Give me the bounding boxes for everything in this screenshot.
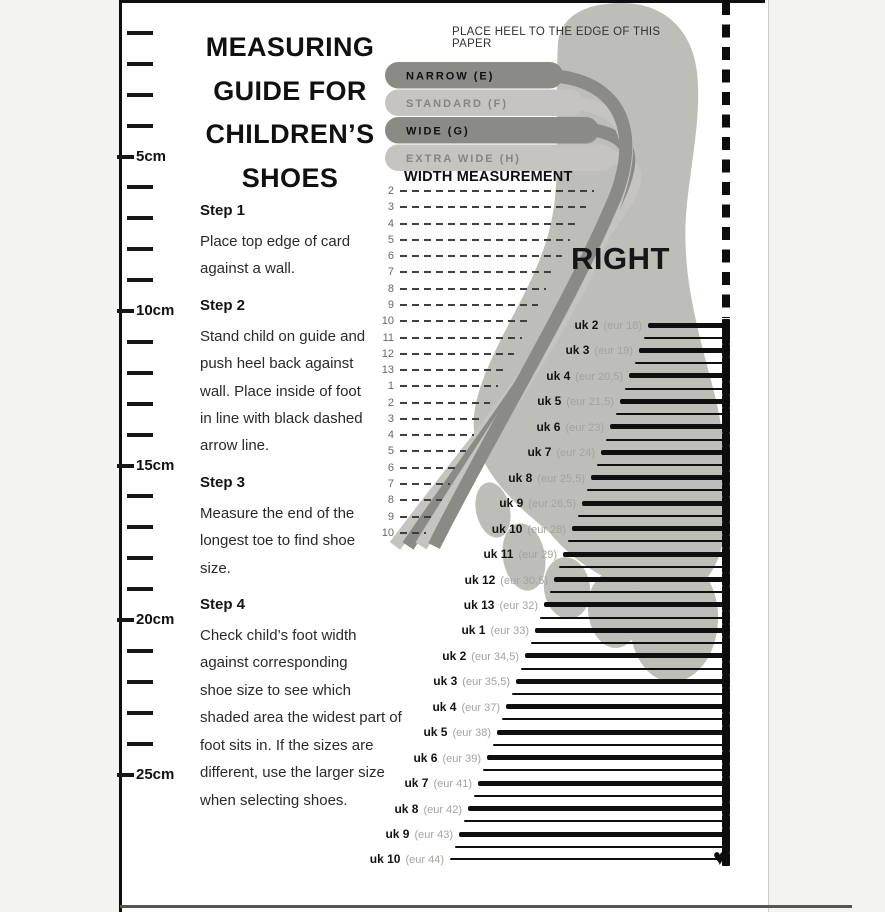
ruler-label: 25cm bbox=[136, 766, 175, 783]
width-row-number: 13 bbox=[381, 364, 394, 377]
ruler-tick bbox=[127, 185, 153, 189]
right-foot-label: RIGHT bbox=[571, 241, 670, 276]
uk-size-label: uk 1 bbox=[461, 623, 486, 638]
uk-size-label: uk 6 bbox=[413, 750, 438, 765]
width-row-number: 1 bbox=[387, 380, 394, 393]
size-row-label bbox=[536, 419, 604, 436]
width-row-number: 9 bbox=[387, 510, 394, 523]
ruler-tick bbox=[127, 216, 153, 220]
width-dashed-line bbox=[400, 385, 498, 387]
step-line: size. bbox=[200, 559, 231, 577]
size-row-label bbox=[527, 444, 595, 461]
ruler-tick bbox=[127, 525, 153, 529]
size-row-label bbox=[499, 495, 576, 512]
eur-size-label: (eur 18) bbox=[603, 320, 642, 332]
size-line bbox=[544, 602, 730, 607]
step-line: push heel back against bbox=[200, 355, 354, 373]
dash-nub bbox=[722, 624, 730, 637]
eur-size-label: (eur 26,5) bbox=[528, 498, 576, 511]
uk-size-label: uk 4 bbox=[546, 368, 571, 383]
width-dashed-line bbox=[400, 516, 434, 518]
step-line: when selecting shoes. bbox=[200, 791, 348, 809]
inside-foot-dashed-line bbox=[722, 2, 730, 318]
ruler-tick-labeled bbox=[117, 773, 134, 777]
half-size-line bbox=[616, 413, 730, 415]
guide-title-line: MEASURING bbox=[205, 32, 375, 62]
dash-nub bbox=[722, 548, 730, 561]
size-line bbox=[591, 475, 730, 480]
dash-nub bbox=[722, 560, 730, 573]
ruler-tick bbox=[127, 247, 153, 251]
half-size-line bbox=[455, 846, 730, 848]
step-line: Place top edge of card bbox=[200, 233, 351, 250]
uk-size-label: uk 9 bbox=[499, 496, 524, 511]
uk-size-label: uk 3 bbox=[565, 343, 590, 358]
eur-size-label: (eur 20,5) bbox=[575, 370, 623, 383]
ruler-tick bbox=[127, 433, 153, 437]
width-dashed-line bbox=[400, 483, 450, 485]
width-row-number: 3 bbox=[387, 201, 394, 214]
uk-size-label: uk 8 bbox=[508, 470, 533, 485]
eur-size-label: (eur 24) bbox=[556, 447, 595, 460]
ruler-tick bbox=[127, 62, 153, 66]
width-dashed-line bbox=[400, 532, 426, 534]
size-row-label bbox=[433, 673, 510, 690]
dash-nub bbox=[722, 815, 730, 828]
width-row-number: 5 bbox=[387, 445, 394, 458]
width-row-number: 11 bbox=[382, 331, 394, 344]
width-dashed-line bbox=[400, 288, 546, 290]
dash-nub bbox=[722, 675, 730, 688]
dash-nub bbox=[722, 688, 730, 701]
dash-nub bbox=[722, 662, 730, 675]
dash-nub bbox=[722, 433, 730, 446]
dash-nub bbox=[722, 751, 730, 764]
uk-size-label: uk 4 bbox=[432, 699, 457, 714]
eur-size-label: (eur 30,5) bbox=[500, 574, 548, 587]
ruler-tick bbox=[127, 587, 153, 591]
uk-size-label: uk 7 bbox=[404, 776, 429, 791]
half-size-line bbox=[493, 744, 730, 746]
ruler-label: 15cm bbox=[136, 457, 175, 474]
ruler-label: 10cm bbox=[136, 302, 175, 319]
ruler-tick bbox=[127, 31, 153, 35]
size-line bbox=[639, 348, 730, 353]
uk-size-label: uk 10 bbox=[369, 852, 401, 867]
eur-size-label: (eur 43) bbox=[414, 829, 453, 841]
width-dashed-line bbox=[400, 337, 522, 339]
size-line bbox=[563, 552, 730, 557]
dash-nub bbox=[722, 408, 730, 421]
step-line: in line with black dashed bbox=[200, 410, 363, 428]
dash-nub bbox=[722, 598, 730, 611]
step-line: against corresponding bbox=[200, 654, 348, 672]
width-row-number: 7 bbox=[387, 266, 394, 279]
dash-nub bbox=[722, 471, 730, 484]
ruler-tick-labeled bbox=[117, 309, 134, 313]
dash-nub bbox=[722, 509, 730, 522]
step-title: Step 1 bbox=[200, 202, 246, 219]
half-size-line bbox=[521, 668, 730, 670]
ruler-tick-labeled bbox=[117, 464, 134, 468]
dash-nub bbox=[722, 764, 730, 777]
eur-size-label: (eur 39) bbox=[442, 752, 481, 765]
size-row-label bbox=[432, 699, 500, 716]
ruler-tick bbox=[127, 711, 153, 715]
width-dashed-line bbox=[400, 418, 482, 420]
width-row-number: 7 bbox=[387, 478, 394, 491]
size-line bbox=[516, 679, 730, 684]
size-row-label bbox=[565, 342, 633, 359]
width-row-number: 12 bbox=[381, 347, 394, 360]
step-line: shaded area the widest part of bbox=[200, 709, 402, 727]
uk-size-label: uk 10 bbox=[491, 521, 523, 536]
ruler-tick bbox=[127, 494, 153, 498]
eur-size-label: (eur 41) bbox=[433, 778, 472, 791]
size-line bbox=[620, 399, 730, 404]
eur-size-label: (eur 38) bbox=[452, 727, 491, 740]
size-row-label bbox=[370, 851, 444, 868]
step-line: arrow line. bbox=[200, 437, 270, 455]
eur-size-label: (eur 21,5) bbox=[566, 396, 614, 409]
width-row-number: 10 bbox=[381, 526, 394, 539]
dash-nub bbox=[722, 789, 730, 802]
uk-size-label: uk 7 bbox=[527, 445, 552, 460]
half-size-line bbox=[578, 515, 730, 517]
band-label-standard: STANDARD (F) bbox=[406, 98, 509, 110]
size-line bbox=[459, 832, 730, 837]
size-row-label bbox=[546, 368, 623, 385]
band-label-extra-wide: EXTRA WIDE (H) bbox=[406, 153, 521, 165]
width-dashed-line bbox=[400, 304, 538, 306]
width-row-number: 8 bbox=[387, 282, 394, 295]
ruler-label: 20cm bbox=[136, 611, 175, 628]
dash-nub bbox=[722, 637, 730, 650]
dash-nub bbox=[722, 828, 730, 841]
half-size-line bbox=[625, 388, 730, 390]
step-line: longest toe to find shoe bbox=[200, 532, 356, 550]
half-size-line bbox=[540, 617, 730, 619]
step-title: Step 2 bbox=[200, 296, 246, 314]
dash-nub bbox=[722, 382, 730, 395]
size-row-label bbox=[385, 826, 453, 843]
size-row-label bbox=[483, 546, 557, 563]
uk-size-label: uk 6 bbox=[536, 419, 561, 434]
size-line bbox=[535, 628, 730, 633]
size-line bbox=[478, 781, 730, 786]
eur-size-label: (eur 19) bbox=[594, 345, 633, 358]
step-line: Check child’s foot width bbox=[200, 627, 357, 645]
step-line: Measure the end of the bbox=[200, 504, 355, 522]
size-row-label bbox=[461, 622, 529, 639]
size-line bbox=[506, 704, 730, 709]
dash-nub bbox=[722, 573, 730, 586]
guide-title-line: SHOES bbox=[241, 162, 339, 193]
dash-nub bbox=[722, 395, 730, 408]
step-title: Step 4 bbox=[200, 596, 246, 614]
size-line bbox=[629, 373, 730, 378]
width-dashed-line bbox=[400, 353, 514, 355]
uk-size-label: uk 2 bbox=[442, 648, 467, 663]
size-line bbox=[582, 501, 730, 506]
size-line bbox=[497, 730, 730, 735]
eur-size-label: (eur 25,5) bbox=[537, 472, 585, 485]
half-size-line bbox=[597, 464, 730, 466]
step-line: wall. Place inside of foot bbox=[200, 382, 361, 400]
half-size-line bbox=[644, 337, 730, 339]
dash-nub bbox=[722, 649, 730, 662]
guide-title bbox=[183, 26, 397, 200]
step-line: against a wall. bbox=[200, 260, 296, 278]
dash-nub bbox=[722, 611, 730, 624]
band-label-wide: WIDE (G) bbox=[406, 125, 470, 138]
dash-nub bbox=[722, 331, 730, 344]
size-line bbox=[487, 755, 730, 760]
uk-size-label: uk 13 bbox=[463, 597, 495, 612]
eur-size-label: (eur 33) bbox=[490, 625, 529, 638]
ruler-tick bbox=[127, 680, 153, 684]
eur-size-label: (eur 44) bbox=[405, 854, 444, 867]
size-line bbox=[468, 806, 730, 811]
half-size-line bbox=[474, 795, 730, 797]
size-row-label bbox=[404, 775, 472, 792]
uk-size-label: uk 5 bbox=[423, 725, 448, 740]
size-line bbox=[572, 526, 730, 531]
size-row-label bbox=[574, 317, 642, 334]
ruler-tick-labeled bbox=[117, 155, 134, 159]
width-dashed-line bbox=[400, 223, 578, 225]
paper-top-edge-line bbox=[120, 0, 765, 3]
eur-size-label: (eur 34,5) bbox=[471, 650, 519, 663]
width-dashed-line bbox=[400, 206, 586, 208]
width-dashed-line bbox=[400, 320, 530, 322]
width-row-number: 3 bbox=[387, 412, 394, 425]
size-row-label bbox=[394, 801, 462, 818]
uk-size-label: uk 8 bbox=[394, 801, 419, 816]
eur-size-label: (eur 29) bbox=[518, 549, 557, 562]
width-row-number: 6 bbox=[387, 250, 394, 263]
width-dashed-line bbox=[400, 467, 458, 469]
uk-size-label: uk 3 bbox=[433, 674, 458, 689]
eur-size-label: (eur 28) bbox=[527, 523, 566, 536]
size-line bbox=[648, 323, 730, 328]
ruler-label: 5cm bbox=[136, 148, 167, 165]
width-measurement-heading: WIDTH MEASUREMENT bbox=[404, 169, 573, 185]
size-row-label bbox=[508, 470, 585, 487]
size-row-label bbox=[465, 572, 548, 589]
size-line bbox=[554, 577, 730, 582]
width-row-number: 6 bbox=[387, 461, 394, 474]
eur-size-label: (eur 42) bbox=[423, 803, 462, 816]
size-line bbox=[610, 424, 730, 429]
dash-nub bbox=[722, 497, 730, 510]
width-dashed-line bbox=[400, 450, 466, 452]
width-dashed-line bbox=[400, 271, 554, 273]
dash-nub bbox=[722, 484, 730, 497]
width-row-number: 4 bbox=[387, 217, 394, 230]
width-dashed-line bbox=[400, 369, 506, 371]
size-line bbox=[525, 653, 730, 658]
size-row-label bbox=[537, 393, 614, 410]
eur-size-label: (eur 32) bbox=[499, 599, 538, 612]
step-line: Stand child on guide and bbox=[200, 327, 366, 345]
dash-nub bbox=[722, 713, 730, 726]
paper-bottom-edge-line bbox=[120, 905, 852, 908]
width-row-number: 10 bbox=[381, 315, 394, 328]
width-dashed-line bbox=[400, 190, 594, 192]
width-row-number: 8 bbox=[387, 494, 394, 507]
half-size-line bbox=[464, 820, 730, 822]
ruler-tick bbox=[127, 371, 153, 375]
down-arrowhead-icon: ♥ bbox=[713, 844, 727, 870]
uk-size-label: uk 5 bbox=[537, 394, 562, 409]
width-dashed-line bbox=[400, 255, 562, 257]
width-row-number: 9 bbox=[387, 298, 394, 311]
step-line: shoe size to see which bbox=[200, 681, 351, 699]
ruler-tick bbox=[127, 402, 153, 406]
heel-placement-note: PLACE HEEL TO THE EDGE OF THIS PAPER bbox=[452, 26, 661, 50]
width-row-number: 2 bbox=[387, 396, 394, 409]
dash-nub bbox=[722, 802, 730, 815]
dash-nub bbox=[722, 420, 730, 433]
guide-title-line: CHILDREN’S bbox=[205, 119, 375, 150]
uk-size-label: uk 2 bbox=[574, 318, 599, 332]
size-row-label bbox=[413, 750, 481, 767]
half-size-line bbox=[606, 439, 730, 441]
dash-nub bbox=[722, 586, 730, 599]
size-row-label bbox=[423, 724, 491, 741]
band-label-narrow: NARROW (E) bbox=[406, 70, 495, 83]
dash-nub bbox=[722, 726, 730, 739]
ruler-tick bbox=[127, 649, 153, 653]
size-row-label bbox=[442, 648, 519, 665]
ruler-tick bbox=[127, 278, 153, 282]
half-size-line bbox=[559, 566, 730, 568]
dash-nub bbox=[722, 700, 730, 713]
step-title: Step 3 bbox=[200, 473, 246, 491]
size-row-label bbox=[492, 521, 566, 538]
eur-size-label: (eur 23) bbox=[565, 421, 604, 434]
step-line: foot sits in. If the sizes are bbox=[200, 736, 374, 754]
ruler-tick-labeled bbox=[117, 618, 134, 622]
dash-nub bbox=[722, 738, 730, 751]
half-size-line bbox=[531, 642, 730, 644]
eur-size-label: (eur 37) bbox=[461, 701, 500, 714]
dash-nub bbox=[722, 522, 730, 535]
size-row-label bbox=[464, 597, 538, 614]
ruler-tick bbox=[127, 340, 153, 344]
width-dashed-line bbox=[400, 239, 570, 241]
dash-nub bbox=[722, 446, 730, 459]
ruler-tick bbox=[127, 93, 153, 97]
half-size-line bbox=[512, 693, 730, 695]
dash-nub bbox=[722, 369, 730, 382]
width-dashed-line bbox=[400, 499, 442, 501]
width-row-number: 5 bbox=[387, 233, 394, 246]
uk-size-label: uk 11 bbox=[483, 547, 514, 562]
uk-size-label: uk 12 bbox=[464, 572, 496, 587]
guide-title-line: GUIDE FOR bbox=[213, 75, 367, 106]
step-line: different, use the larger size bbox=[200, 764, 385, 782]
ruler-tick bbox=[127, 124, 153, 128]
dash-nub bbox=[722, 357, 730, 370]
dash-nub bbox=[722, 777, 730, 790]
half-size-line bbox=[550, 591, 730, 593]
width-row-number: 4 bbox=[387, 429, 394, 442]
ruler-tick bbox=[127, 556, 153, 560]
size-line bbox=[601, 450, 730, 455]
half-size-line bbox=[568, 540, 730, 542]
dash-nub bbox=[722, 344, 730, 357]
width-dashed-line bbox=[400, 434, 474, 436]
width-dashed-line bbox=[400, 402, 490, 404]
dash-nub bbox=[722, 535, 730, 548]
ruler-tick bbox=[127, 742, 153, 746]
uk-size-label: uk 9 bbox=[385, 827, 410, 841]
half-size-line bbox=[635, 362, 730, 364]
dash-nub bbox=[722, 458, 730, 471]
dash-nub bbox=[722, 319, 730, 332]
eur-size-label: (eur 35,5) bbox=[462, 676, 510, 689]
width-row-number: 2 bbox=[387, 185, 394, 197]
